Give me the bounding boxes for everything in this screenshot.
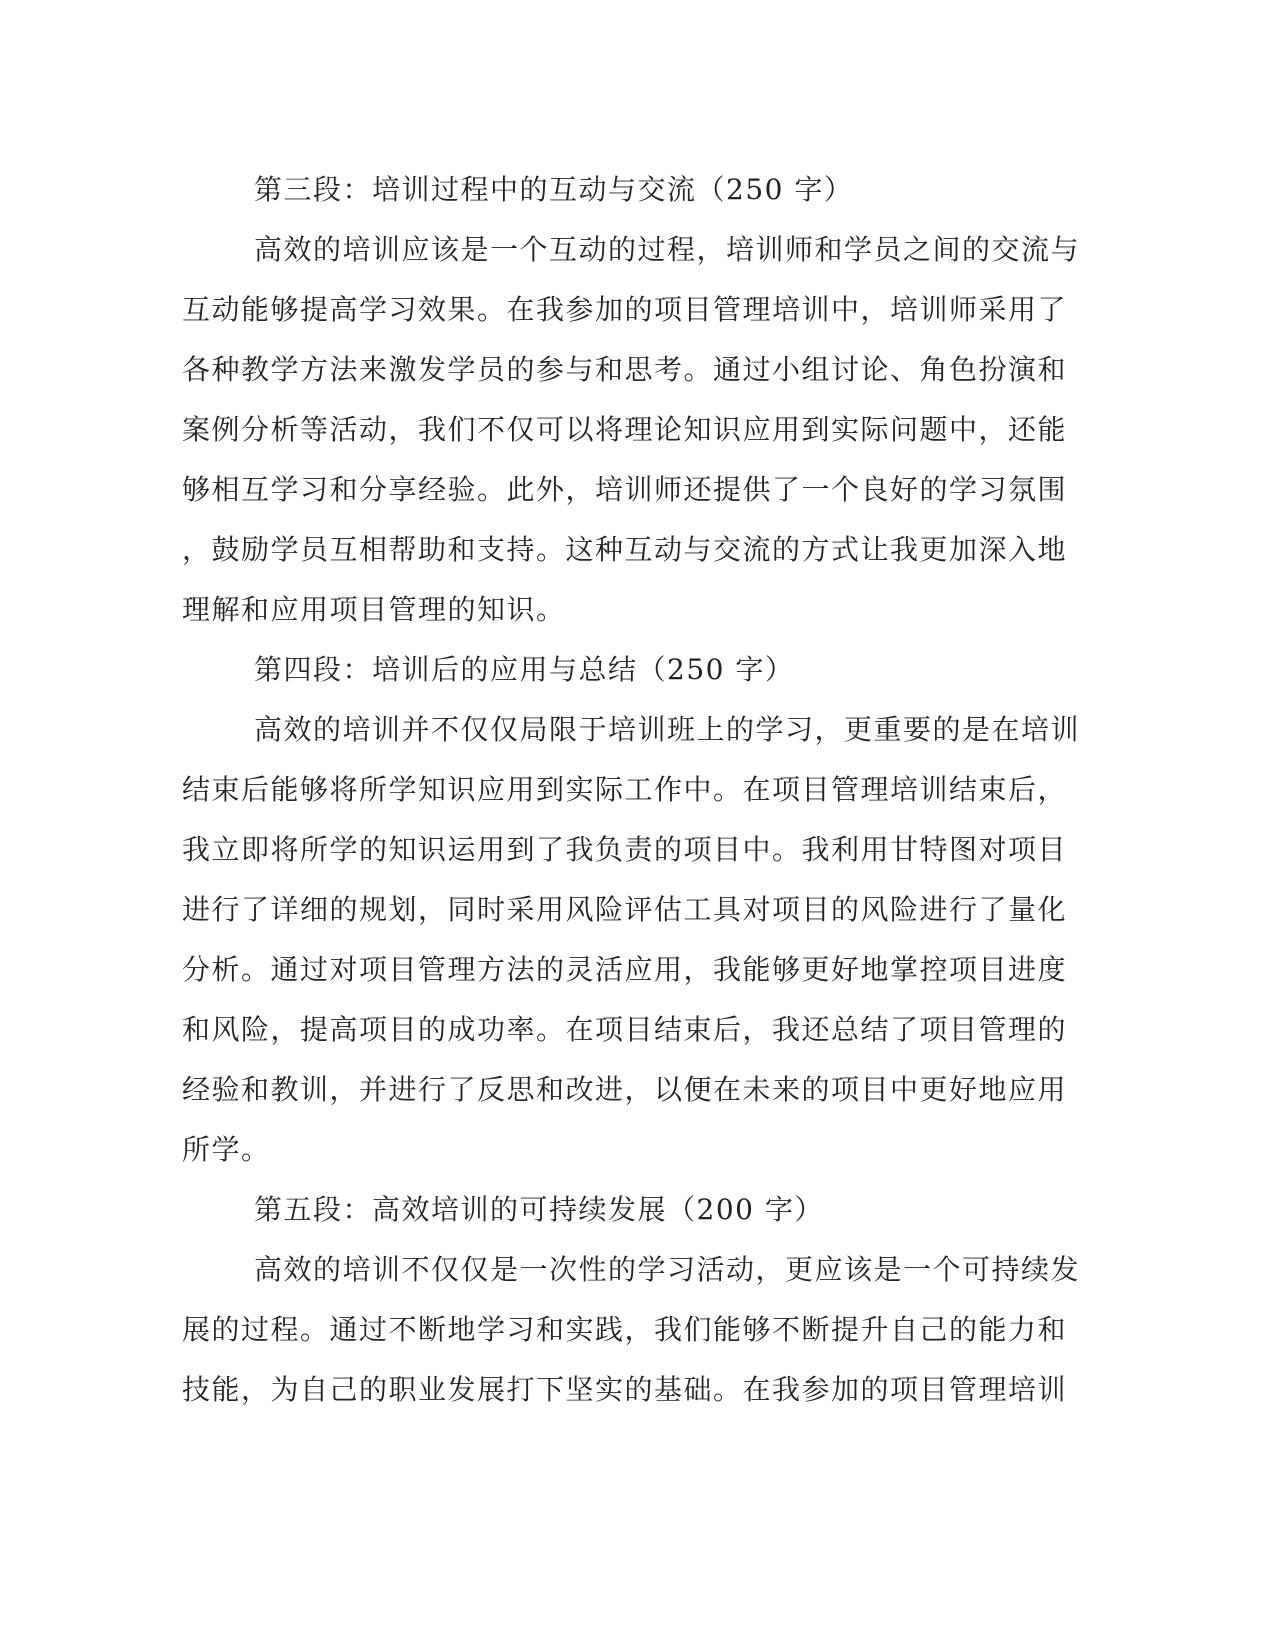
heading-section-4: 第四段：培训后的应用与总结（250 字） — [254, 653, 795, 686]
paragraph-line: 分析。通过对项目管理方法的灵活应用，我能够更好地掌控项目进度 — [182, 953, 1068, 986]
paragraph-line: 所学。 — [182, 1133, 271, 1166]
heading-section-5: 第五段：高效培训的可持续发展（200 字） — [254, 1193, 824, 1226]
document-body — [182, 160, 1081, 1420]
paragraph-line: 进行了详细的规划，同时采用风险评估工具对项目的风险进行了量化 — [182, 893, 1068, 926]
paragraph-line: 经验和教训，并进行了反思和改进，以便在未来的项目中更好地应用 — [182, 1073, 1068, 1106]
paragraph-line: 结束后能够将所学知识应用到实际工作中。在项目管理培训结束后， — [182, 773, 1068, 806]
paragraph-line: 技能，为自己的职业发展打下坚实的基础。在我参加的项目管理培训 — [182, 1373, 1068, 1406]
paragraph-line: 高效的培训不仅仅是一次性的学习活动，更应该是一个可持续发 — [254, 1253, 1081, 1286]
paragraph-line: 高效的培训应该是一个互动的过程，培训师和学员之间的交流与 — [254, 233, 1081, 266]
paragraph-line: 各种教学方法来激发学员的参与和思考。通过小组讨论、角色扮演和 — [182, 353, 1068, 386]
paragraph-line: 够相互学习和分享经验。此外，培训师还提供了一个良好的学习氛围 — [182, 473, 1068, 506]
paragraph-line: 我立即将所学的知识运用到了我负责的项目中。我利用甘特图对项目 — [182, 833, 1068, 866]
paragraph-line: 展的过程。通过不断地学习和实践，我们能够不断提升自己的能力和 — [182, 1313, 1068, 1346]
paragraph-line: ，鼓励学员互相帮助和支持。这种互动与交流的方式让我更加深入地 — [182, 533, 1068, 566]
paragraph-line: 案例分析等活动，我们不仅可以将理论知识应用到实际问题中，还能 — [182, 413, 1068, 446]
paragraph-line: 互动能够提高学习效果。在我参加的项目管理培训中，培训师采用了 — [182, 293, 1068, 326]
paragraph-line: 和风险，提高项目的成功率。在项目结束后，我还总结了项目管理的 — [182, 1013, 1068, 1046]
paragraph-line: 高效的培训并不仅仅局限于培训班上的学习，更重要的是在培训 — [254, 713, 1081, 746]
paragraph-line: 理解和应用项目管理的知识。 — [182, 593, 566, 626]
heading-section-3: 第三段：培训过程中的互动与交流（250 字） — [254, 173, 854, 206]
